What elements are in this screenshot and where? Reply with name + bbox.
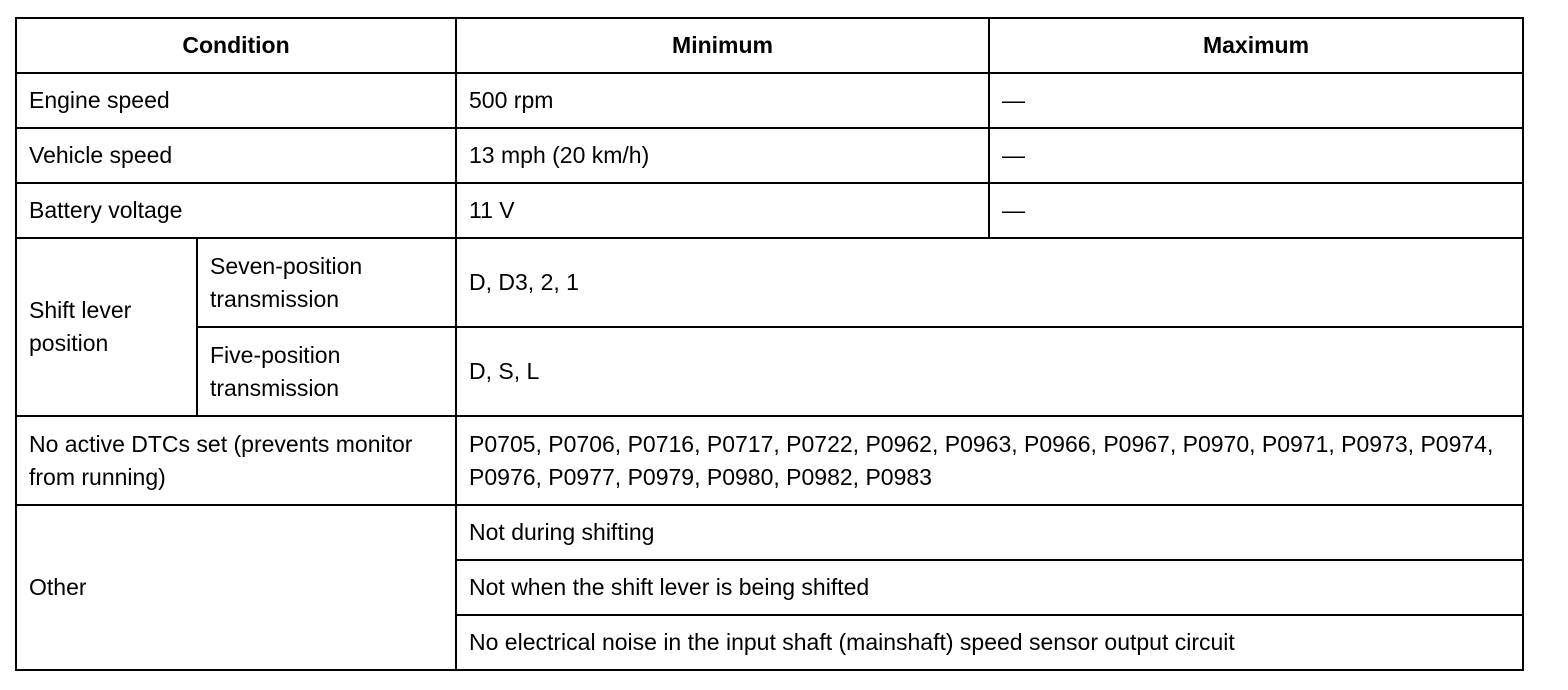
cell-seven-position-label: Seven-position transmission <box>197 238 456 327</box>
table-row-shift-five <box>16 327 1523 416</box>
table-header-row <box>16 18 1523 73</box>
header-condition: Condition <box>16 18 456 73</box>
cell-shift-lever-condition: Shift lever position <box>16 238 197 416</box>
cell-other-item: Not during shifting <box>456 505 1523 560</box>
cell-maximum: — <box>989 73 1523 128</box>
cell-minimum: 500 rpm <box>456 73 989 128</box>
cell-other-item: Not when the shift lever is being shifted <box>456 560 1523 615</box>
cell-five-position-value: D, S, L <box>456 327 1523 416</box>
cell-minimum: 13 mph (20 km/h) <box>456 128 989 183</box>
cell-condition: Battery voltage <box>16 183 456 238</box>
table-row-battery-voltage <box>16 183 1523 238</box>
cell-maximum: — <box>989 183 1523 238</box>
table-row-vehicle-speed <box>16 128 1523 183</box>
cell-other-item: No electrical noise in the input shaft (mainshaft) speed sensor output circuit <box>456 615 1523 670</box>
conditions-table <box>15 17 1524 671</box>
header-minimum: Minimum <box>456 18 989 73</box>
cell-seven-position-value: D, D3, 2, 1 <box>456 238 1523 327</box>
cell-other-condition: Other <box>16 505 456 670</box>
cell-condition: Vehicle speed <box>16 128 456 183</box>
cell-maximum: — <box>989 128 1523 183</box>
header-maximum: Maximum <box>989 18 1523 73</box>
cell-dtc-condition: No active DTCs set (prevents monitor from running) <box>16 416 456 505</box>
table-row-engine-speed <box>16 73 1523 128</box>
cell-minimum: 11 V <box>456 183 989 238</box>
table-row-no-active-dtcs <box>16 416 1523 505</box>
cell-five-position-label: Five-position transmission <box>197 327 456 416</box>
table-row-other-1 <box>16 505 1523 560</box>
cell-dtc-list: P0705, P0706, P0716, P0717, P0722, P0962, P0963, P0966, P0967, P0970, P0971, P0973, P0974, P0976, P0977, P0979, P0980, P0982, P0983 <box>456 416 1523 505</box>
cell-condition: Engine speed <box>16 73 456 128</box>
table-row-shift-seven <box>16 238 1523 327</box>
